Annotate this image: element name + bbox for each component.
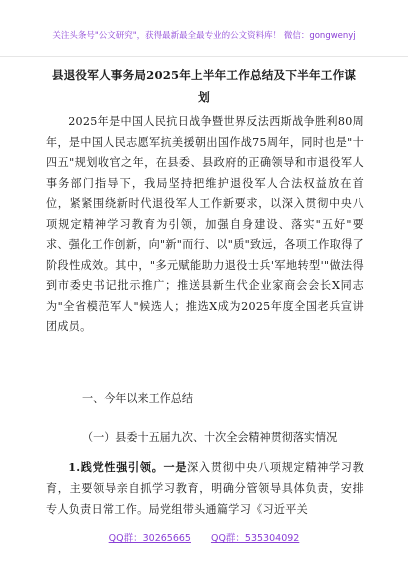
footer-contacts: [0, 530, 408, 544]
header-banner: [0, 0, 408, 57]
subsection-paragraph: [46, 457, 364, 520]
document-title: 县退役军人事务局2025年上半年工作总结及下半年工作谋划: [51, 68, 357, 104]
subsection-heading-1: （一）县委十五届九次、十次全会精神贯彻落实情况: [82, 431, 338, 444]
paragraph-body: 深入贯彻中央八项规定精神学习教育，主要领导亲自抓学习教育，明确分管领导具体负责，安排专人负责日常工作。局党组带头通篇学习《习近平关: [46, 461, 364, 516]
qq-group-1[interactable]: QQ群：30265665: [108, 533, 191, 544]
intro-paragraph: 2025年是中国人民抗日战争暨世界反法西斯战争胜利80周年，是中国人民志愿军抗美援朝出国作战75周年，同时也是"十四五"规划收官之年，在县委、县政府的正确领导和市退役军人事务部门指导下，我局坚持把维护退役军人合法权益放在首位，紧紧围绕新时代退役军人工作新要求，以深入贯彻中央八项规定精神学习教育为引领，加强自身建设、落实"五好"要求、强化工作创新，向"新"而行、以"质"致远，各项工作取得了阶段性成效。其中，"多元赋能助力退役士兵'军地转型'"做法得到市委史书记批示推广；推送县新生代企业家商会会长X同志为"全省模范军人"候选人；推选X成为2025年度全国老兵宣讲团成员。: [46, 115, 364, 333]
section-heading-1: 一、今年以来工作总结: [82, 392, 193, 405]
qq-group-2[interactable]: QQ群：535304092: [210, 533, 300, 544]
paragraph-lead: 1.践党性强引领。一是: [68, 461, 188, 474]
banner-promo-text: 关注头条号"公文研究"，获得最新最全最专业的公文资料库！ 微信：gongwenyj: [52, 31, 356, 41]
